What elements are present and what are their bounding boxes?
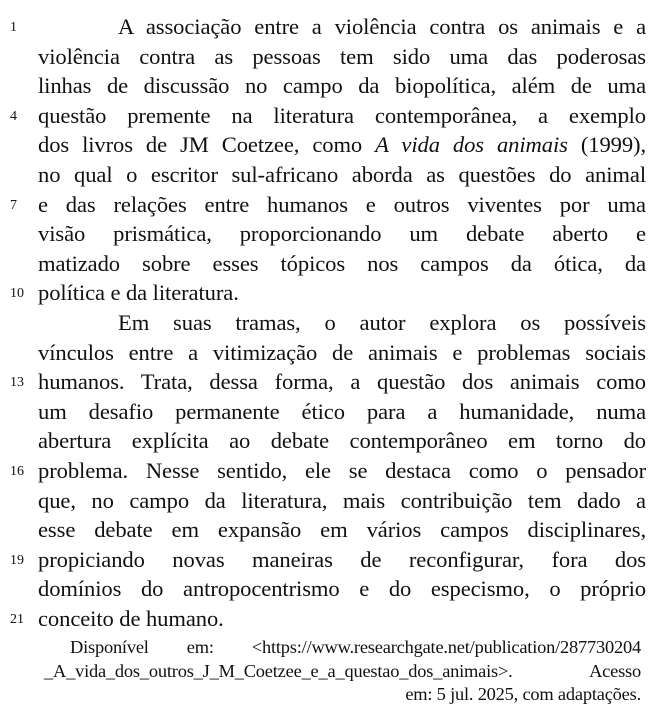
text-line — [0, 486, 657, 516]
source-text: em: 5 jul. 2025, com adaptações. — [405, 684, 641, 704]
text-line — [0, 545, 657, 575]
line-text: domínios do antropocentrismo e do especismo, o próprio — [38, 576, 646, 602]
line-text: A associação entre a violência contra os animais e a — [118, 14, 646, 39]
line-text: violência contra as pessoas tem sido uma das poderosas — [38, 43, 646, 69]
text-line — [0, 130, 657, 160]
line-text: e das relações entre humanos e outros viventes por uma — [38, 191, 646, 217]
line-text: linhas de discussão no campo da biopolítica, além de uma — [38, 73, 646, 99]
source-text: Disponível em: <https://www.researchgate.net/publication/287730204 — [70, 637, 641, 657]
line-text: vínculos entre a vitimização de animais e problemas sociais — [38, 339, 646, 365]
source-citation — [0, 636, 657, 707]
text-line — [0, 574, 657, 604]
text-line — [0, 515, 657, 545]
source-line — [0, 683, 657, 707]
line-text: propiciando novas maneiras de reconfigurar, fora dos — [38, 546, 646, 572]
text-line — [0, 101, 657, 131]
book-title: A vida dos animais — [375, 132, 568, 158]
line-text: que, no campo da literatura, mais contribuição tem dado a — [38, 487, 646, 513]
text-line — [0, 219, 657, 249]
line-number: 4 — [10, 108, 17, 124]
line-text: visão prismática, proporcionando um debate aberto e — [38, 221, 646, 247]
line-text-segment: dos livros de JM Coetzee, como — [38, 132, 376, 158]
line-text: conceito de humano. — [38, 605, 224, 631]
source-line — [0, 636, 657, 660]
line-number: 13 — [10, 375, 24, 391]
line-text-segment: (1999), — [567, 132, 647, 158]
text-body — [0, 12, 657, 633]
line-text: problema. Nesse sentido, ele se destaca como o pensador — [38, 457, 646, 483]
text-line — [0, 308, 657, 338]
text-line — [0, 249, 657, 279]
line-text: um desafio permanente ético para a humanidade, numa — [38, 398, 646, 424]
line-number: 21 — [10, 611, 24, 627]
text-line — [0, 160, 657, 190]
text-line — [0, 278, 657, 308]
line-text: matizado sobre esses tópicos nos campos da ótica, da — [38, 250, 646, 276]
line-text: humanos. Trata, dessa forma, a questão dos animais como — [38, 369, 646, 395]
source-text: _A_vida_dos_outros_J_M_Coetzee_e_a_questao_dos_animais>. Acesso — [44, 660, 641, 681]
line-text: abertura explícita ao debate contemporâneo em torno do — [38, 428, 646, 454]
line-number: 7 — [10, 197, 17, 213]
text-line — [0, 426, 657, 456]
line-number: 1 — [10, 20, 17, 35]
line-number: 10 — [10, 286, 24, 302]
line-text: questão premente na literatura contemporânea, a exemplo — [38, 102, 646, 128]
text-line — [0, 338, 657, 368]
text-line — [0, 42, 657, 72]
line-text: política e da literatura. — [38, 280, 239, 306]
line-text — [38, 130, 646, 160]
text-line — [0, 12, 657, 42]
line-text: Em suas tramas, o autor explora os possíveis — [118, 309, 646, 335]
line-text: no qual o escritor sul-africano aborda as questões do animal — [38, 161, 646, 187]
source-line — [0, 660, 657, 684]
line-number: 16 — [10, 463, 24, 479]
text-line — [0, 456, 657, 486]
line-text: esse debate em expansão em vários campos disciplinares, — [38, 517, 646, 543]
text-line — [0, 71, 657, 101]
text-line — [0, 604, 657, 634]
line-number: 19 — [10, 552, 24, 568]
text-line — [0, 190, 657, 220]
text-line — [0, 367, 657, 397]
text-line — [0, 397, 657, 427]
